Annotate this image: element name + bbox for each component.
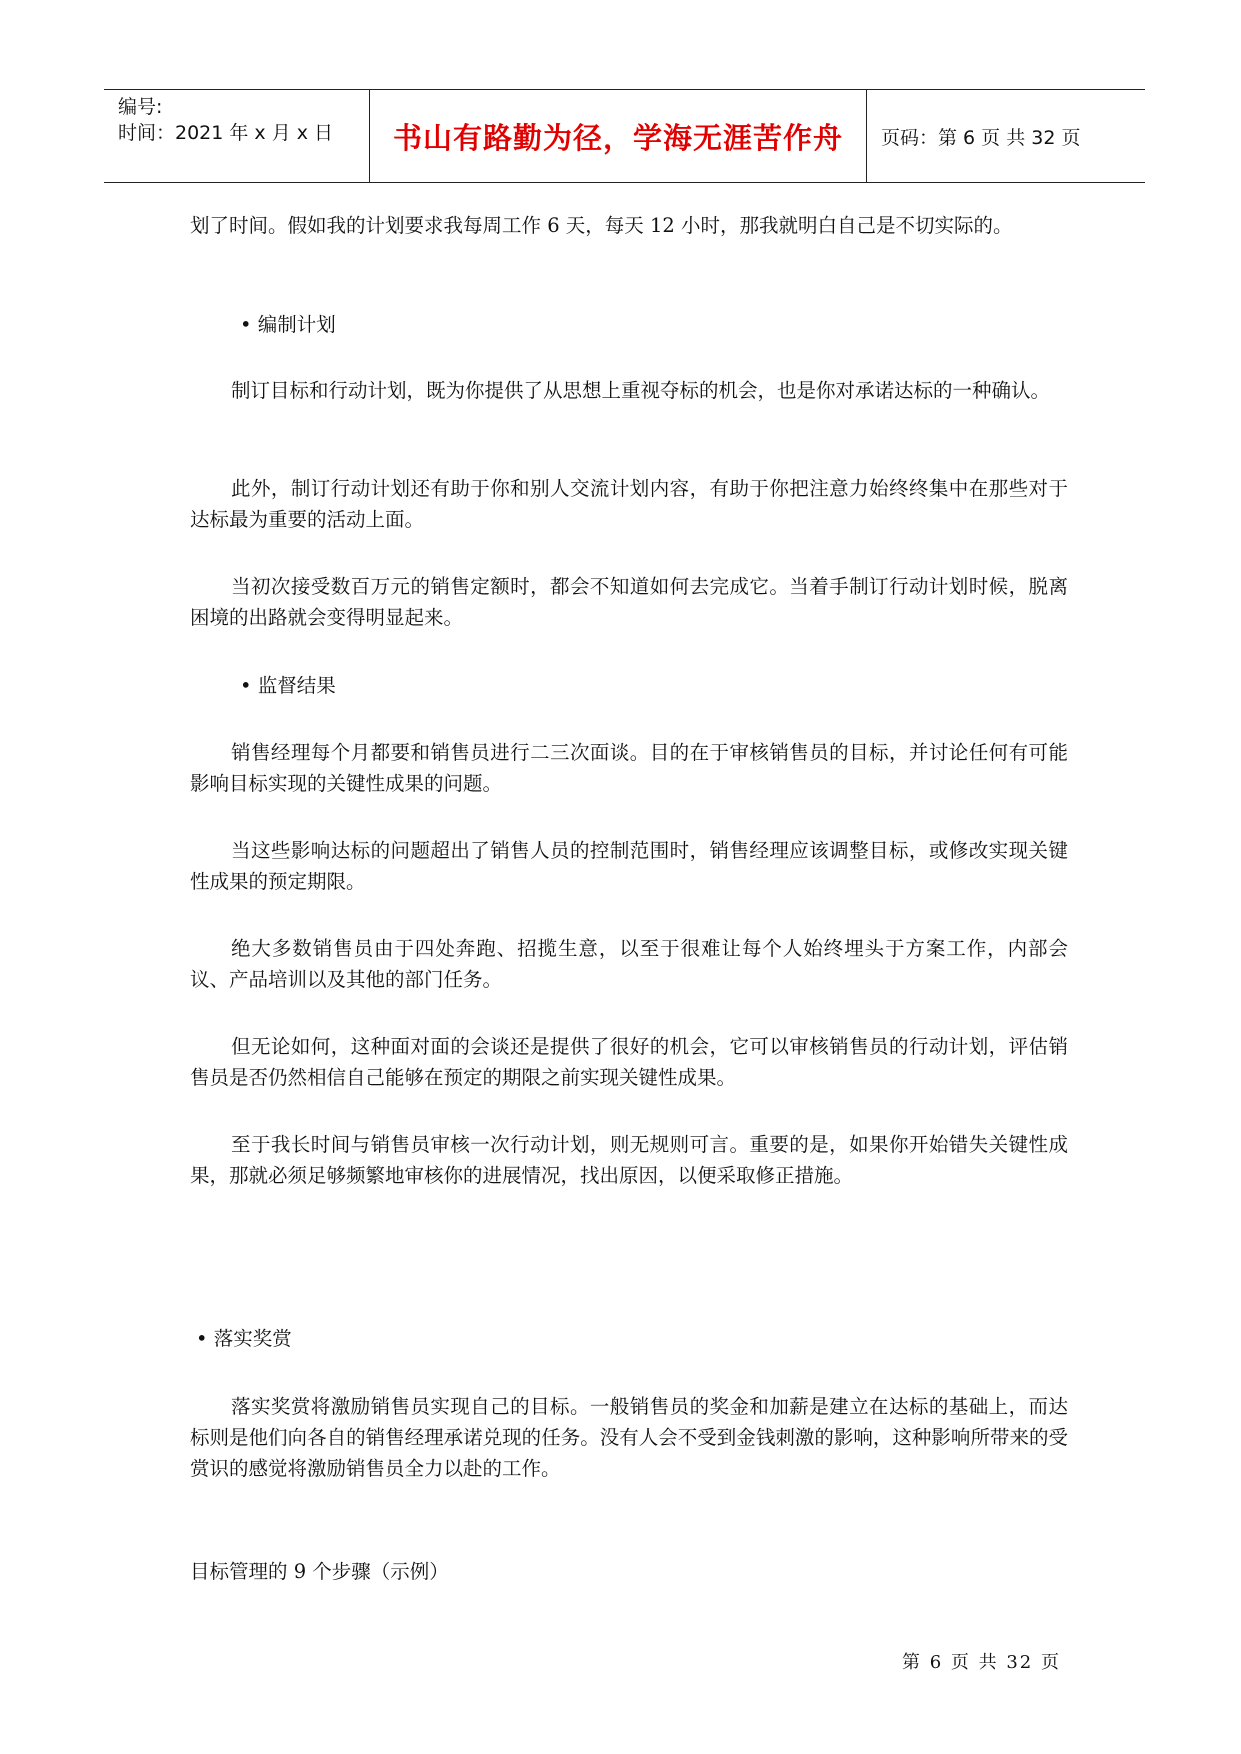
paragraph: 但无论如何，这种面对面的会谈还是提供了很好的机会，它可以审核销售员的行动计划，评估销售员是否仍然相信自己能够在预定的期限之前实现关键性成果。 xyxy=(190,1035,1068,1089)
paragraph: 当初次接受数百万元的销售定额时，都会不知道如何去完成它。当着手制订行动计划时候，脱离困境的出路就会变得明显起来。 xyxy=(190,575,1068,629)
paragraph: 此外，制订行动计划还有助于你和别人交流计划内容，有助于你把注意力始终终集中在那些对于达标最为重要的活动上面。 xyxy=(190,477,1068,531)
paragraph: 制订目标和行动计划，既为你提供了从思想上重视夺标的机会，也是你对承诺达标的一种确认。 xyxy=(231,379,1051,402)
serial-number-label: 编号: xyxy=(118,96,163,118)
time-label: 时间：2021 年 x 月 x 日 xyxy=(118,122,334,144)
section-heading-reward: • 落实奖赏 xyxy=(196,1327,292,1350)
header-motto: 书山有路勤为径，学海无涯苦作舟 xyxy=(392,120,843,155)
paragraph: 当这些影响达标的问题超出了销售人员的控制范围时，销售经理应该调整目标，或修改实现关键性成果的预定期限。 xyxy=(190,839,1068,893)
paragraph-continuation: 划了时间。假如我的计划要求我每周工作 6 天，每天 12 小时，那我就明白自己是不切实际的。 xyxy=(190,214,1013,237)
page-footer: 第 6 页 共 32 页 xyxy=(902,1652,1061,1673)
section-heading-monitor: • 监督结果 xyxy=(240,674,336,697)
paragraph: 绝大多数销售员由于四处奔跑、招揽生意，以至于很难让每个人始终埋头于方案工作，内部会议、产品培训以及其他的部门任务。 xyxy=(190,937,1068,991)
paragraph: 落实奖赏将激励销售员实现自己的目标。一般销售员的奖金和加薪是建立在达标的基础上，而达标则是他们向各自的销售经理承诺兑现的任务。没有人会不受到金钱刺激的影响，这种影响所带来的受赏识的感觉将激励销售员全力以赴的工作。 xyxy=(190,1395,1068,1480)
header-page-cell xyxy=(867,90,1145,182)
header-page-info: 页码：第 6 页 共 32 页 xyxy=(881,126,1081,149)
header-meta-cell xyxy=(104,90,370,182)
subsection-title: 目标管理的 9 个步骤（示例） xyxy=(190,1560,449,1583)
page-header xyxy=(104,89,1145,183)
header-motto-cell xyxy=(370,90,867,182)
paragraph: 至于我长时间与销售员审核一次行动计划，则无规则可言。重要的是，如果你开始错失关键性成果，那就必须足够频繁地审核你的进展情况，找出原因，以便采取修正措施。 xyxy=(190,1133,1068,1187)
paragraph: 销售经理每个月都要和销售员进行二三次面谈。目的在于审核销售员的目标，并讨论任何有可能影响目标实现的关键性成果的问题。 xyxy=(190,741,1068,795)
section-heading-plan: • 编制计划 xyxy=(240,313,336,336)
